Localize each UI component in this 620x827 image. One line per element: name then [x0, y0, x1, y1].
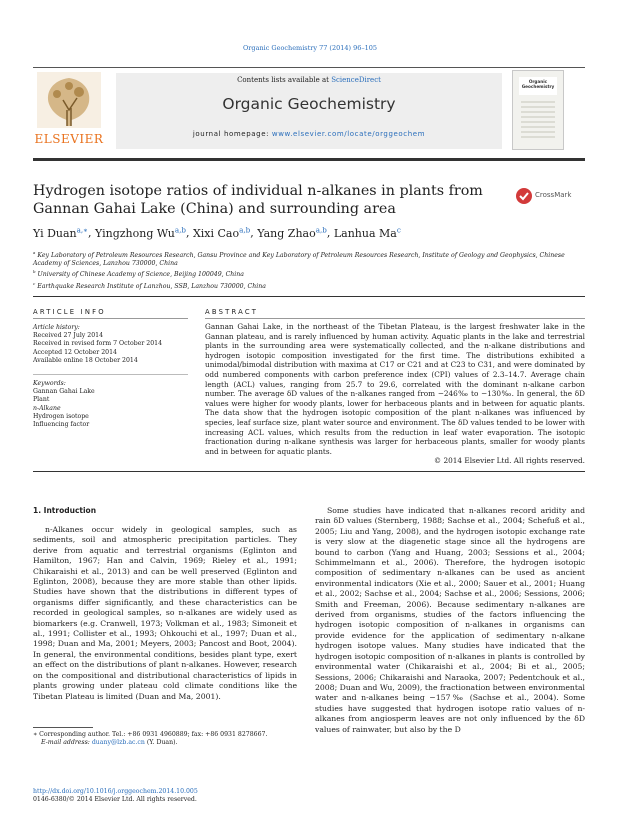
email-label: E-mail address: — [41, 739, 92, 747]
contents-prefix: Contents lists available at — [237, 76, 332, 84]
body-column-left — [33, 506, 297, 702]
footnote — [33, 731, 297, 747]
article-title: Hydrogen isotope ratios of individual n-alkanes in plants from Gannan Gahai Lake (China) and surrounding area — [33, 183, 483, 217]
abstract-bottom-rule — [33, 471, 585, 472]
homepage-link[interactable]: www.elsevier.com/locate/orggeochem — [271, 130, 426, 138]
author[interactable]: Lanhua Ma$^c$ — [333, 225, 401, 240]
journal-title: Organic Geochemistry — [222, 95, 396, 113]
header-bottom-rule — [33, 158, 585, 161]
crossmark-icon — [515, 187, 533, 205]
journal-homepage — [116, 130, 502, 138]
doi-link[interactable]: http://dx.doi.org/10.1016/j.orggeochem.2014.10.005 — [33, 788, 198, 795]
intro-paragraph-1: n-Alkanes occur widely in geological samples, such as sediments, soil and atmospheric precipitation particles. They derive from aquatic and terrestrial organisms (Eglinton and Hamilton, 1967; Han and Calvin, 1969; Rieley et al., 1991; Chikaraishi et al., 2013) and can be well preserved (Eglinton and Eglinton, 2008), because they are more stable than other lipids. Studies have shown that the distributions in different types of organisms differ significantly, and these characteristics can be recorded in geological samples, so n-alkanes are widely used as biomarkers (e.g. Cranwell, 1973; Volkman et al., 1983; Simoneit et al., 1991; Collister et al., 1993; Ohkouchi et al., 1997; Duan et al., 1998; Duan and Ma, 2001; Meyers, 2003; Pancost and Boot, 2004). In general, the environmental conditions, besides plant type, exert an effect on the distributions of plant n-alkanes. However, research on the compositional and distributional characteristics of lipids in plants growing under plateau cold climate conditions like the Tibetan Plateau is limited (Duan and Ma, 2001). — [33, 525, 297, 701]
author[interactable]: Yi Duan$^{a,∗}$ — [33, 225, 89, 240]
elsevier-logo[interactable] — [33, 70, 105, 148]
journal-reference[interactable]: Organic Geochemistry 77 (2014) 96–105 — [242, 44, 378, 52]
keywords-rule — [33, 374, 188, 375]
journal-cover-thumbnail[interactable] — [512, 70, 564, 150]
email-link[interactable]: duany@lzb.ac.cn — [91, 739, 145, 747]
keyword: n-Alkane — [33, 404, 61, 412]
abstract-heading: ABSTRACT — [205, 308, 259, 316]
keyword: Influencing factor — [33, 421, 90, 429]
history-accepted: Accepted 12 October 2014 — [33, 348, 117, 356]
history-label: Article history: — [33, 324, 80, 331]
keyword: Gannan Gahai Lake — [33, 388, 95, 396]
crossmark-label: CrossMark — [535, 191, 572, 199]
abstract-rule — [205, 318, 585, 319]
keywords — [33, 380, 188, 429]
contents-line — [116, 76, 502, 84]
abstract-copyright: © 2014 Elsevier Ltd. All rights reserved. — [433, 456, 585, 465]
affiliations — [33, 249, 583, 291]
homepage-prefix: journal homepage: — [192, 130, 272, 138]
keywords-label: Keywords: — [33, 380, 66, 387]
author[interactable]: Yingzhong Wu$^{a,b}$ — [95, 225, 186, 240]
author[interactable]: Yang Zhao$^{a,b}$ — [257, 225, 327, 240]
crossmark-badge[interactable] — [515, 186, 575, 206]
author-list: Yi Duan$^{a,∗}$, Yingzhong Wu$^{a,b}$, Xixi Cao$^{a,b}$, Yang Zhao$^{a,b}$, Lanhua Ma$^c$ — [33, 225, 401, 240]
sciencedirect-link[interactable]: ScienceDirect — [331, 76, 381, 84]
doi-block — [33, 788, 297, 804]
body-column-right — [315, 506, 585, 735]
abstract-text: Gannan Gahai Lake, in the northeast of the Tibetan Plateau, is the largest freshwater lake in the Gannan plateau, and is rarely influenced by human activity. Aquatic plants in the lake and terrestrial plants in the surrounding area were systematically collected, and the n-alkane distributions and hydrogen isotopic composition investigated for the first time. The distributions exhibited a unimodal/bimodal distribution with maxima at C17 or C21 and at C23 to C31, and were dominated by odd numbered components with carbon preference index (CPI) values of 2.3–14.7. Average chain length (ACL) values, ranging from 25.7 to 29.6, correlated with the dominant n-alkane carbon number. The average δD values of the n-alkanes ranged from −246‰ to −130‰. In general, the δD values were higher for woody plants, lower for herbaceous plants and in between for aquatic plants. The data show that the hydrogen isotopic composition of the plant n-alkanes was influenced by species, leaf surface size, plant water source and environment. The δD values tended to be lower with increasing ACL values, which results from the reduction in leaf water evaporation. The isotopic fractionation during n-alkane synthesis was larger for herbaceous plants, smaller for woody plants and in between for aquatic plants. — [205, 322, 585, 456]
affiliation: $^b$ University of Chinese Academy of Science, Beijing 100049, China — [33, 269, 244, 279]
history-online: Available online 18 October 2014 — [33, 356, 138, 364]
elsevier-wordmark: ELSEVIER — [34, 132, 104, 146]
keyword: Plant — [33, 396, 50, 404]
footnote-rule — [33, 727, 93, 728]
corresponding-author: ∗ Corresponding author. Tel.: +86 0931 4960889; fax: +86 0931 8278667. — [33, 731, 268, 738]
history-revised: Received in revised form 7 October 2014 — [33, 340, 163, 348]
intro-paragraph-2: Some studies have indicated that n-alkanes record aridity and rain δD values (Sternberg, 1988; Sachse et al., 2004; Schefuß et al., 2005; Liu and Yang, 2008), and the hydrogen isotopic exchange rate is very slow at the diagenetic stage since all the hydrogens are bound to carbon (Yang and Huang, 2003; Sessions et al., 2004; Schimmelmann et al., 2006). Therefore, the hydrogen isotopic composition of sedimentary n-alkanes can be used as ancient environmental indicators (Xie et al., 2000; Sauer et al., 2001; Huang et al., 2002; Sachse et al., 2004; Sachse et al., 2006; Sessions, 2006; Smith and Freeman, 2006). Because sedimentary n-alkanes are derived from organisms, studies of the factors influencing the hydrogen isotopic composition of n-alkanes in organisms can provide evidence for the application of sedimentary n-alkane hydrogen isotope values. Many studies have indicated that the hydrogen isotopic composition of n-alkanes in plants is controlled by environmental water (Chikaraishi et al., 2004; Bi et al., 2005; Sessions, 2006; Chikaraishi and Naraoka, 2007; Pedentchouk et al., 2008; Duan and Wu, 2009), the fractionation between environmental water and n-alkanes being −157‰ (Sachse et al., 2004). Some studies have suggested that hydrogen isotope ratio values of n-alkanes from angiosperm leaves are not only influenced by the δD values of rainwater, but also by the D — [315, 506, 585, 734]
affiliation: $^a$ Key Laboratory of Petroleum Resources Research, Gansu Province and Key Laboratory of Petroleum Resources Research, Institute of Geology and Geophysics, Chinese Academy of Sciences, Lanzhou 730000, China — [33, 250, 565, 268]
title-block-rule — [33, 296, 585, 297]
keyword: Hydrogen isotope — [33, 412, 89, 420]
author[interactable]: Xixi Cao$^{a,b}$ — [192, 225, 251, 240]
issn-line: 0146-6380/© 2014 Elsevier Ltd. All rights reserved. — [33, 796, 197, 804]
history-received: Received 27 July 2014 — [33, 332, 104, 340]
email-suffix: (Y. Duan). — [144, 739, 178, 747]
affiliation: $^c$ Earthquake Research Institute of Lanzhou, SSB, Lanzhou 730000, China — [33, 280, 266, 290]
article-info-heading: ARTICLE INFO — [33, 308, 106, 316]
section-heading: 1. Introduction — [33, 506, 97, 515]
article-info-rule — [33, 318, 188, 319]
article-history — [33, 324, 188, 365]
header-top-rule — [33, 67, 585, 68]
cover-title: Organic Geochemistry — [521, 79, 555, 89]
